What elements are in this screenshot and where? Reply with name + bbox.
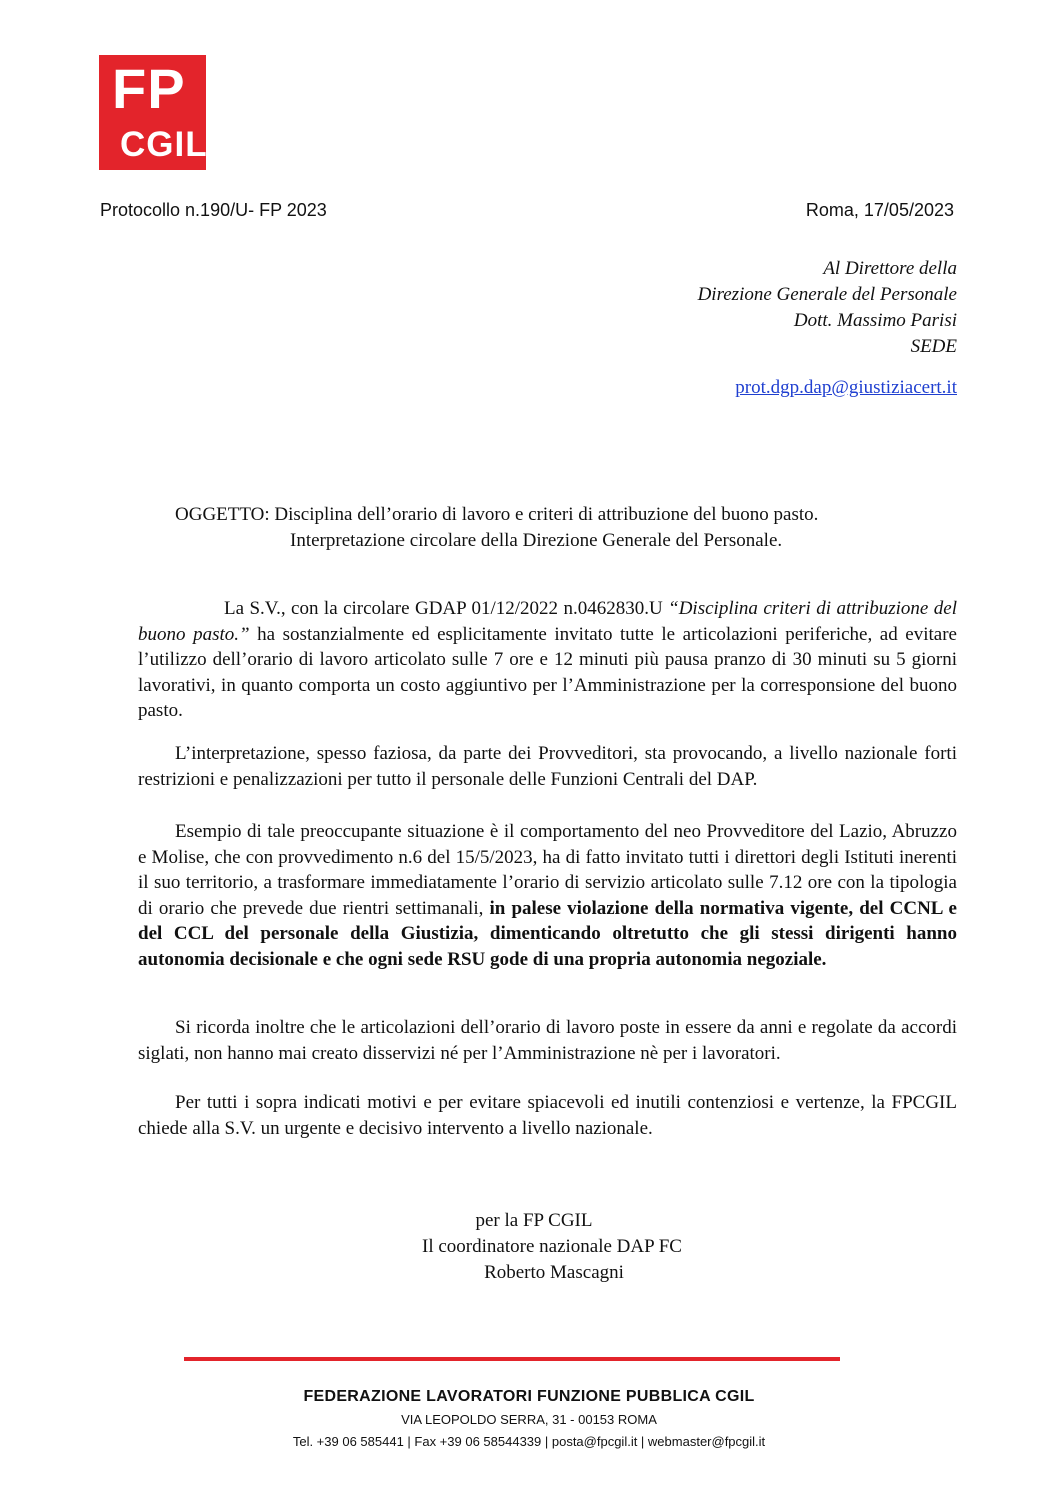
recipient-block xyxy=(698,256,957,360)
letter-date: Roma, 17/05/2023 xyxy=(805,200,954,220)
body-paragraph-2: L’interpretazione, spesso faziosa, da parte dei Provveditori, sta provocando, a livello nazionale forti restrizioni e penalizzazioni per tutto il personale delle Funzioni Centrali del DAP. xyxy=(138,743,957,790)
signature-block xyxy=(0,1208,1058,1286)
body-paragraph-5: Per tutti i sopra indicati motivi e per evitare spiacevoli ed inutili contenziosi e vertenze, la FPCGIL chiede alla S.V. un urgente e decisivo intervento a livello nazionale. xyxy=(138,1092,957,1139)
subject-block xyxy=(175,502,818,554)
recipient-line-1: Al Direttore della xyxy=(823,258,957,279)
signature-line-1: per la FP CGIL xyxy=(475,1210,593,1231)
logo-cgil-text: CGIL xyxy=(120,125,208,164)
logo-fp-text: FP xyxy=(112,57,186,120)
recipient-line-2: Direzione Generale del Personale xyxy=(697,284,957,305)
p1-text-a: La S.V., con la circolare GDAP 01/12/2022 n.0462830.U xyxy=(224,598,669,619)
body-paragraph-4: Si ricorda inoltre che le articolazioni dell’orario di lavoro poste in essere da anni e regolate da accordi siglati, non hanno mai creato disservizi né per l’Amministrazione nè per i lavoratori. xyxy=(138,1017,957,1064)
recipient-line-4: SEDE xyxy=(910,336,957,357)
p3-text: Esempio di tale preoccupante situazione è il comportamento del neo Provveditore del Lazio, Abruzzo e Molise, che con provvedimento n.6 del 15/5/2023, ha di fatto invitato tutti i direttori degli Istituti inerenti il suo territorio, a trasformare immediatamente l’orario di servizio articolato sulle 7.12 ore con la tipologia di orario che prevede due rientri settimanali, xyxy=(138,821,957,919)
footer-organization: FEDERAZIONE LAVORATORI FUNZIONE PUBBLICA CGIL xyxy=(303,1388,755,1405)
protocol-number: Protocollo n.190/U- FP 2023 xyxy=(100,200,327,220)
p3-bold-text: in palese violazione della normativa vigente, del CCNL e del CCL del personale della Giustizia, dimenticando oltretutto che gli stessi dirigenti hanno autonomia decisionale e che ogni sede RSU gode di una propria autonomia negoziale. xyxy=(138,897,957,970)
footer-address: VIA LEOPOLDO SERRA, 31 - 00153 ROMA xyxy=(401,1412,657,1427)
subject-label: OGGETTO: xyxy=(175,504,270,525)
footer-contacts: Tel. +39 06 585441 | Fax +39 06 58544339 | posta@fpcgil.it | webmaster@fpcgil.it xyxy=(292,1434,766,1449)
body-paragraph-1 xyxy=(138,596,957,724)
subject-line-1: Disciplina dell’orario di lavoro e criteri di attribuzione del buono pasto. xyxy=(269,504,819,525)
fp-cgil-logo xyxy=(99,55,206,170)
footer-divider xyxy=(184,1357,840,1361)
signature-line-2: Il coordinatore nazionale DAP FC xyxy=(422,1236,682,1257)
p1-circular-title: “Disciplina criteri di attribuzione del buono pasto.” xyxy=(138,598,957,645)
p1-text-b: ha sostanzialmente ed esplicitamente invitato tutte le articolazioni periferiche, ad evitare l’utilizzo dell’orario di lavoro articolato sulle 7 ore e 12 minuti più pausa pranzo di 30 minuti su 5 giorni lavorativi, in quanto comporta un costo aggiuntivo per l’Amministrazione per la corresponsione del buono pasto. xyxy=(138,623,957,721)
pec-email-link[interactable]: prot.dgp.dap@giustiziacert.it xyxy=(735,377,957,398)
recipient-line-3: Dott. Massimo Parisi xyxy=(793,310,957,331)
body-paragraph-3 xyxy=(138,819,957,972)
signature-name: Roberto Mascagni xyxy=(484,1262,624,1283)
subject-line-2: Interpretazione circolare della Direzione Generale del Personale. xyxy=(290,530,783,551)
